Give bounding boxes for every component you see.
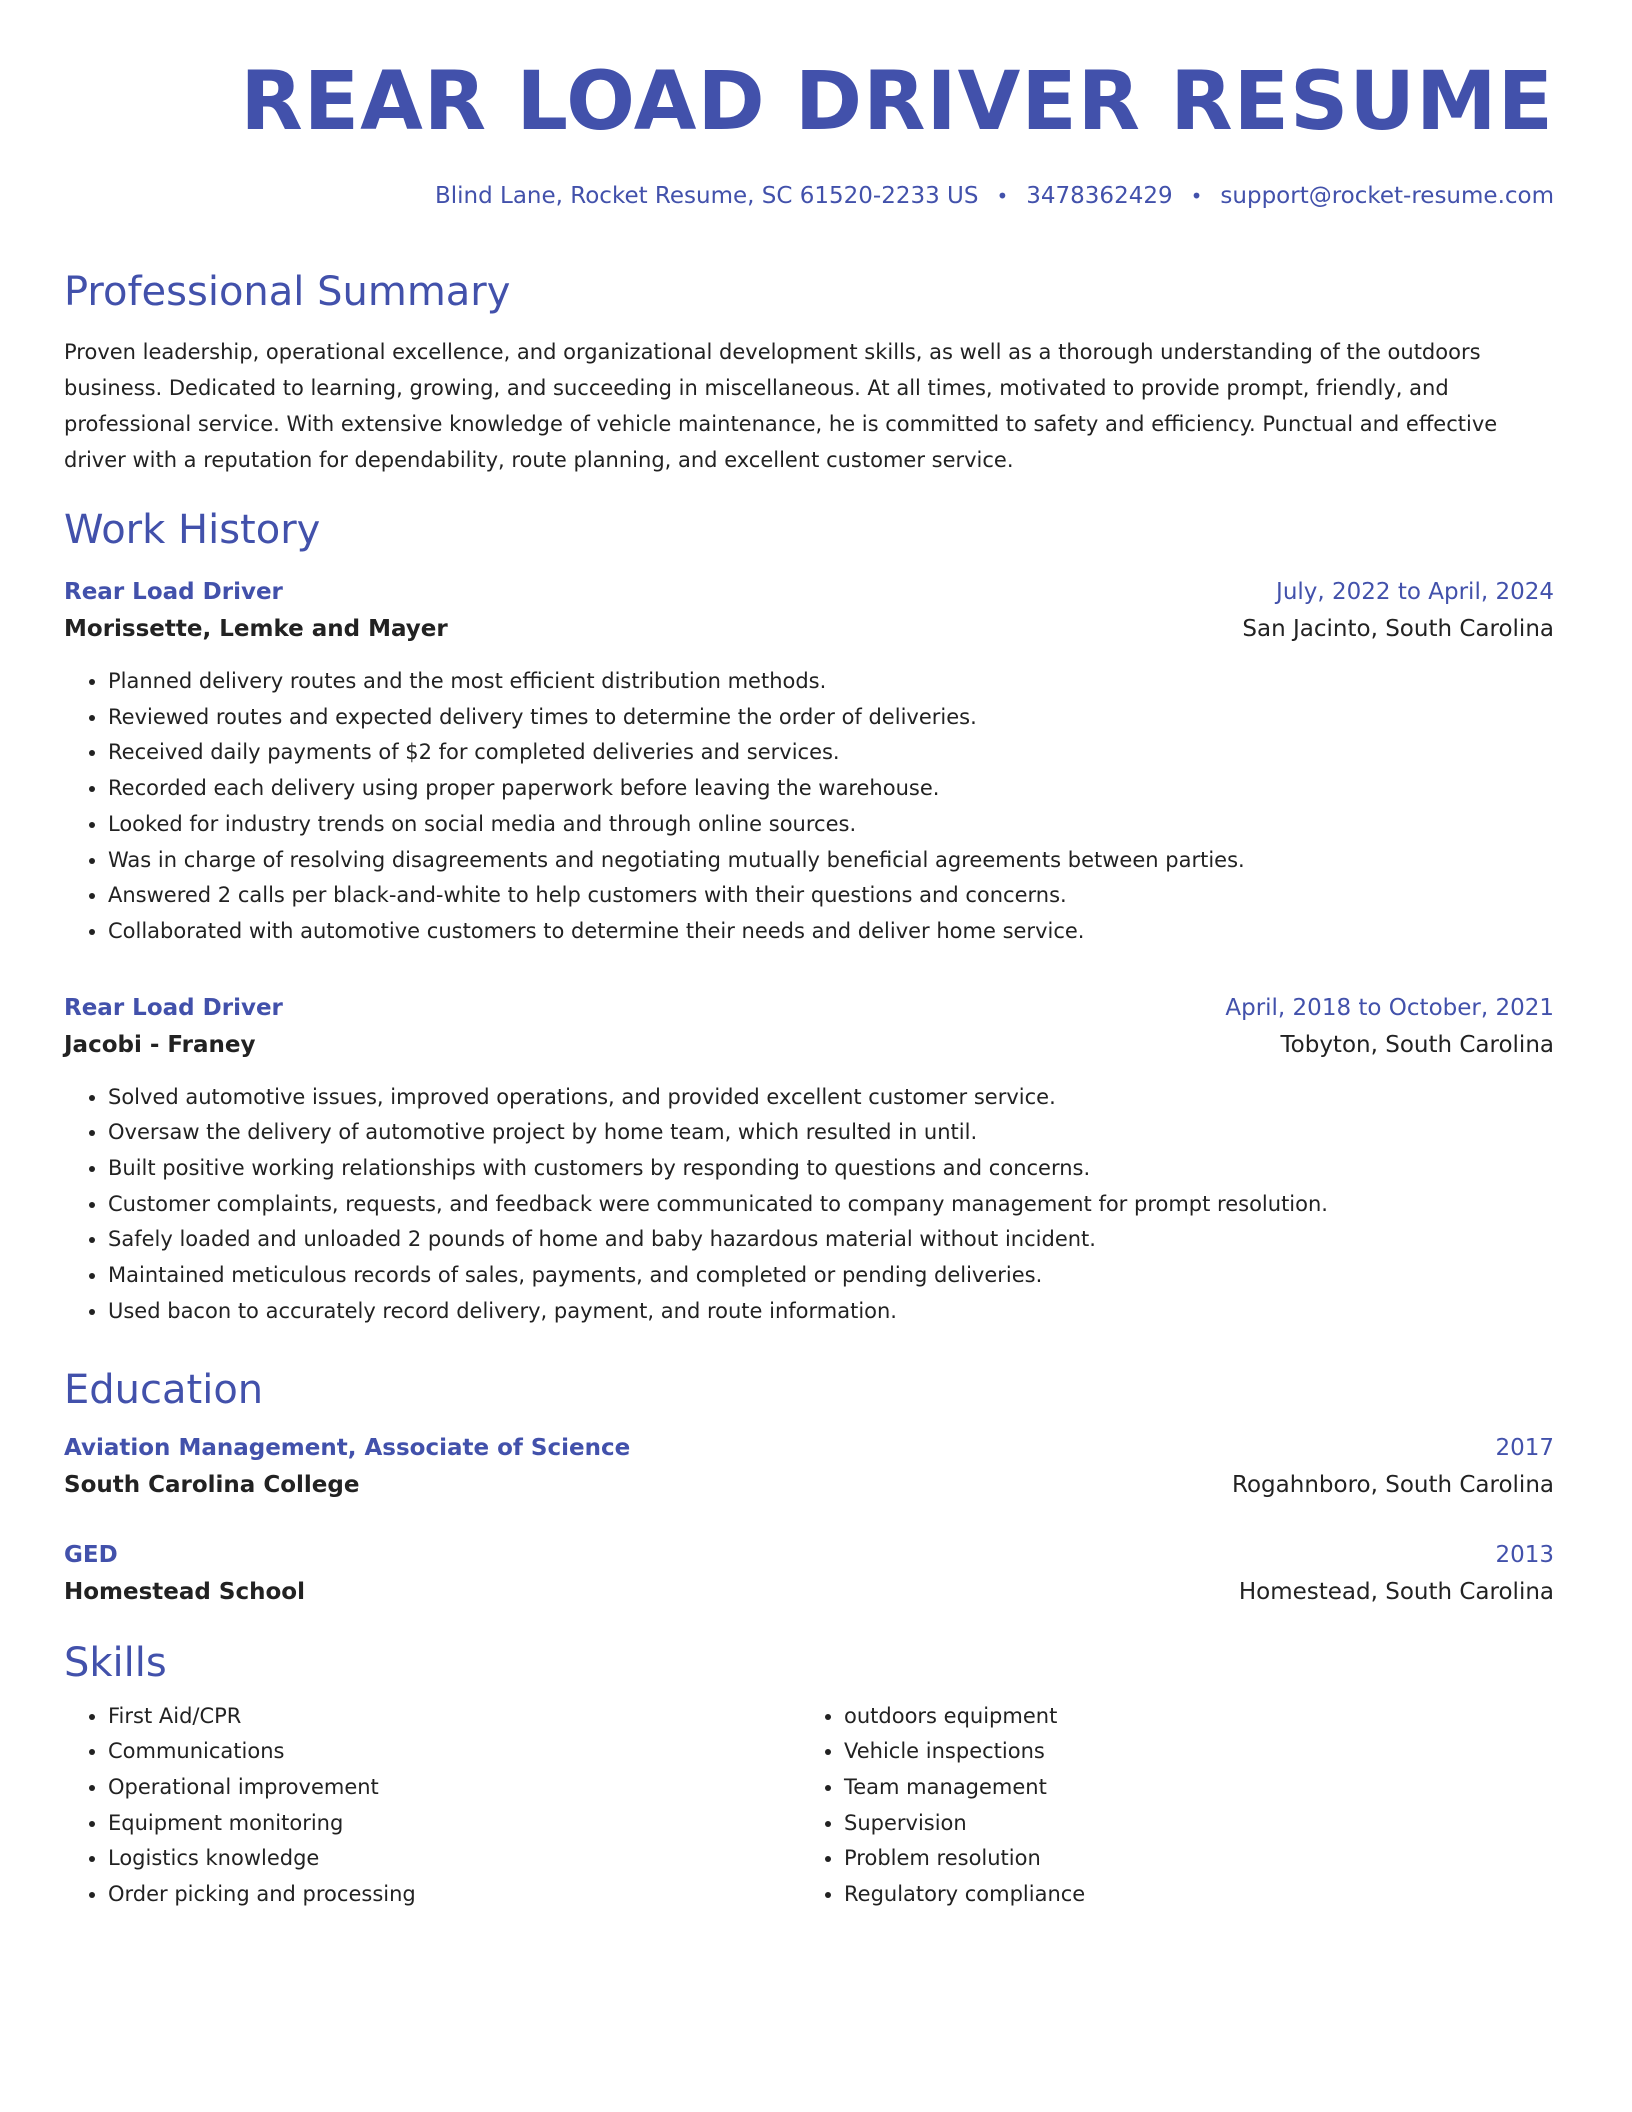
skill-item: • Regulatory compliance: [844, 1877, 1536, 1913]
education-entry: [64, 1430, 1554, 1504]
skill-item: • Vehicle inspections: [844, 1734, 1536, 1770]
skills-column-left: [64, 1699, 800, 1913]
skill-item: • Supervision: [844, 1806, 1536, 1842]
work-history-heading: Work History: [64, 507, 321, 553]
education-heading: Education: [64, 1366, 264, 1413]
job-duties: [64, 664, 1554, 950]
job-location: Tobyton, South Carolina: [1280, 1031, 1554, 1058]
phone: 3478362429: [1026, 183, 1173, 209]
school-location: Rogahnboro, South Carolina: [1232, 1471, 1554, 1498]
summary-heading: Professional Summary: [64, 269, 511, 315]
duty-item: • Solved automotive issues, improved operations, and provided excellent customer service.: [108, 1080, 1554, 1116]
job-title: Rear Load Driver: [64, 994, 283, 1021]
job-duties: [64, 1080, 1554, 1330]
degree: GED: [64, 1541, 118, 1568]
degree: Aviation Management, Associate of Science: [64, 1434, 631, 1461]
school-name: South Carolina College: [64, 1471, 360, 1498]
separator-dot: •: [996, 184, 1009, 208]
resume-page: [64, 0, 1554, 1913]
skill-item: • Order picking and processing: [108, 1877, 800, 1913]
graduation-year: 2013: [1495, 1541, 1554, 1568]
job-dates: July, 2022 to April, 2024: [1276, 579, 1554, 605]
job-location: San Jacinto, South Carolina: [1242, 616, 1554, 642]
resume-title: REAR LOAD DRIVER RESUME: [240, 55, 1554, 149]
duty-item: • Built positive working relationships with customers by responding to questions and concerns.: [108, 1151, 1554, 1187]
duty-item: • Safely loaded and unloaded 2 pounds of home and baby hazardous material without incident.: [108, 1222, 1554, 1258]
skill-item: • Logistics knowledge: [108, 1841, 800, 1877]
skill-item: • Team management: [844, 1770, 1536, 1806]
skills-list: [64, 1699, 1554, 1913]
graduation-year: 2017: [1495, 1434, 1554, 1461]
duty-item: • Collaborated with automotive customers to determine their needs and deliver home service.: [108, 914, 1554, 950]
education-entry: [64, 1537, 1554, 1611]
job-entry: [64, 574, 1554, 950]
job-dates: April, 2018 to October, 2021: [1225, 994, 1554, 1021]
skill-item: • Problem resolution: [844, 1841, 1536, 1877]
duty-item: • Looked for industry trends on social media and through online sources.: [108, 807, 1554, 843]
skill-item: • Operational improvement: [108, 1770, 800, 1806]
duty-item: • Maintained meticulous records of sales, payments, and completed or pending deliveries.: [108, 1258, 1554, 1294]
summary-text: Proven leadership, operational excellence, and organizational development skills, as well as a thorough understanding of the outdoors business. Dedicated to learning, growing, and succeeding in miscellaneous. At all times, motivated to provide prompt, friendly, and professional service. With extensive knowledge of vehicle maintenance, he is committed to safety and efficiency. Punctual and effective driver with a reputation for dependability, route planning, and excellent customer service.: [64, 340, 1498, 472]
address: Blind Lane, Rocket Resume, SC 61520-2233 US: [434, 183, 979, 209]
company-name: Jacobi - Franey: [64, 1031, 256, 1058]
company-name: Morissette, Lemke and Mayer: [64, 616, 448, 642]
duty-item: • Reviewed routes and expected delivery times to determine the order of deliveries.: [108, 700, 1554, 736]
skill-item: • First Aid/CPR: [108, 1699, 800, 1735]
duty-item: • Received daily payments of $2 for completed deliveries and services.: [108, 735, 1554, 771]
duty-item: • Was in charge of resolving disagreements and negotiating mutually beneficial agreements between parties.: [108, 843, 1554, 879]
duty-item: • Used bacon to accurately record delivery, payment, and route information.: [108, 1294, 1554, 1330]
skills-heading: Skills: [64, 1639, 167, 1686]
duty-item: • Customer complaints, requests, and feedback were communicated to company management for prompt resolution.: [108, 1187, 1554, 1223]
job-entry: [64, 990, 1554, 1330]
school-name: Homestead School: [64, 1578, 305, 1605]
skill-item: • Equipment monitoring: [108, 1806, 800, 1842]
duty-item: • Oversaw the delivery of automotive project by home team, which resulted in until.: [108, 1115, 1554, 1151]
email: support@rocket-resume.com: [1220, 183, 1554, 209]
job-title: Rear Load Driver: [64, 579, 283, 605]
skills-column-right: [800, 1699, 1536, 1913]
school-location: Homestead, South Carolina: [1238, 1578, 1554, 1605]
duty-item: • Planned delivery routes and the most efficient distribution methods.: [108, 664, 1554, 700]
duty-item: • Recorded each delivery using proper paperwork before leaving the warehouse.: [108, 771, 1554, 807]
contact-line: [64, 182, 1554, 210]
duty-item: • Answered 2 calls per black-and-white to help customers with their questions and concerns.: [108, 878, 1554, 914]
skill-item: • outdoors equipment: [844, 1699, 1536, 1735]
skill-item: • Communications: [108, 1734, 800, 1770]
separator-dot: •: [1190, 184, 1203, 208]
